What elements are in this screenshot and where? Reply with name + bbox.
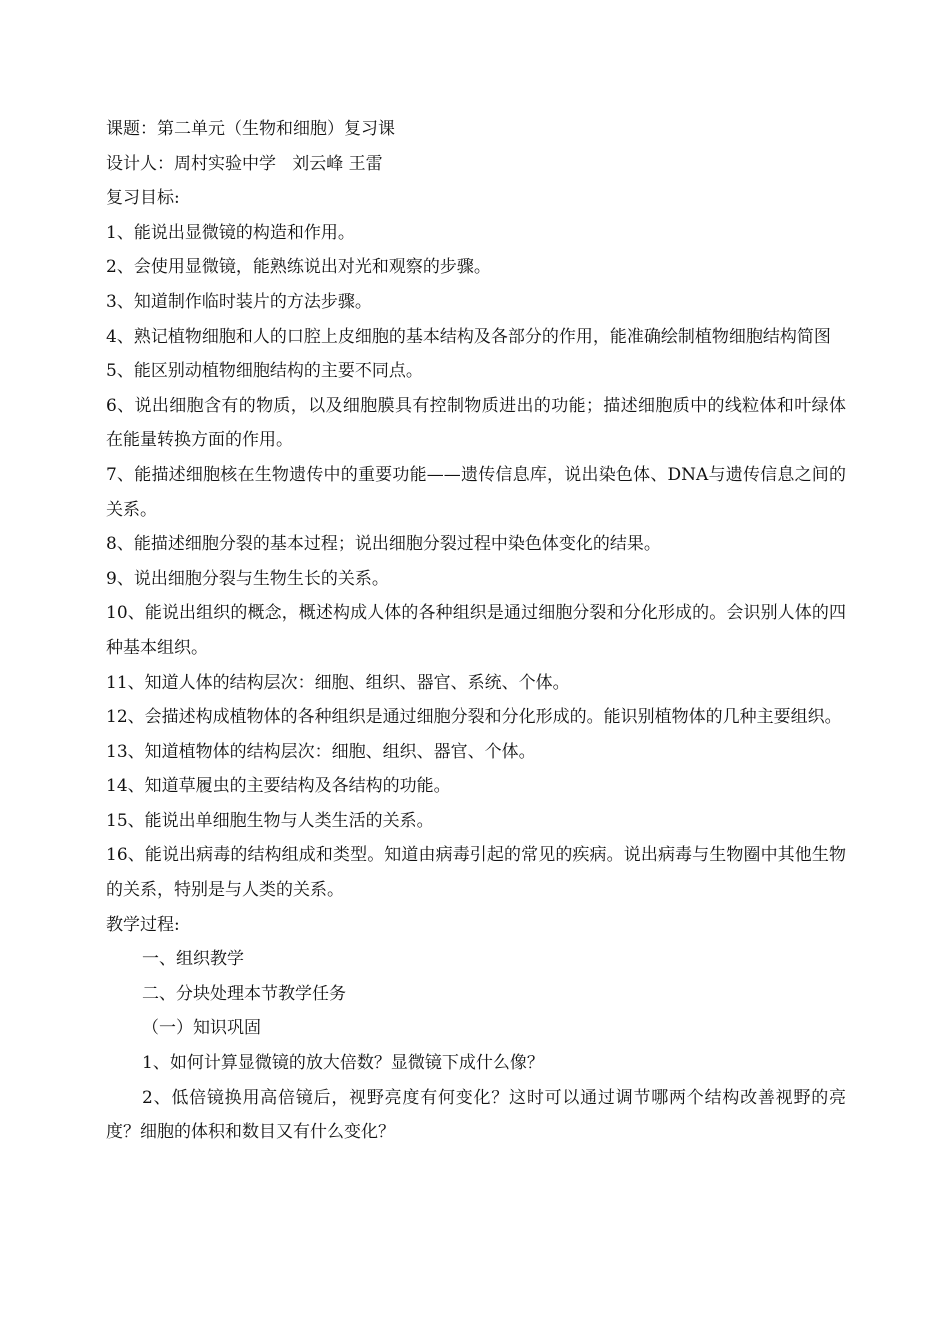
- objective-item: 11、知道人体的结构层次：细胞、组织、器官、系统、个体。: [106, 672, 570, 693]
- objectives-heading: 复习目标:: [106, 188, 180, 209]
- objective-item: 5、能区别动植物细胞结构的主要不同点。: [106, 361, 423, 382]
- objective-item: 16、能说出病毒的结构组成和类型。知道由病毒引起的常见的疾病。说出病毒与生物圈中其他生物的关系，特别是与人类的关系。: [106, 845, 846, 901]
- document-body: [106, 112, 846, 1150]
- objective-item: 2、会使用显微镜，能熟练说出对光和观察的步骤。: [106, 257, 491, 278]
- objective-item: 8、能描述细胞分裂的基本过程；说出细胞分裂过程中染色体变化的结果。: [106, 534, 661, 555]
- objective-item: 10、能说出组织的概念，概述构成人体的各种组织是通过细胞分裂和分化形成的。会识别人体的四种基本组织。: [106, 603, 846, 658]
- objective-item: 1、能说出显微镜的构造和作用。: [106, 222, 355, 243]
- objective-item: 4、熟记植物细胞和人的口腔上皮细胞的基本结构及各部分的作用，能准确绘制植物细胞结构简图: [106, 326, 831, 347]
- process-heading: 教学过程:: [106, 914, 180, 935]
- process-step: 一、组织教学: [142, 949, 244, 970]
- objective-item: 3、知道制作临时装片的方法步骤。: [106, 291, 372, 312]
- process-step: 二、分块处理本节教学任务: [142, 983, 346, 1004]
- objective-item: 7、能描述细胞核在生物遗传中的重要功能——遗传信息库，说出染色体、DNA与遗传信息之间的关系。: [106, 464, 846, 520]
- objective-item: 9、说出细胞分裂与生物生长的关系。: [106, 568, 389, 589]
- designer-line: 设计人：周村实验中学 刘云峰 王雷: [106, 153, 383, 174]
- process-subheading: （一）知识巩固: [142, 1018, 261, 1039]
- objective-item: 15、能说出单细胞生物与人类生活的关系。: [106, 810, 434, 831]
- process-question: 1、如何计算显微镜的放大倍数？显微镜下成什么像？: [142, 1053, 544, 1074]
- objective-item: 14、知道草履虫的主要结构及各结构的功能。: [106, 776, 451, 797]
- objective-item: 6、说出细胞含有的物质，以及细胞膜具有控制物质进出的功能；描述细胞质中的线粒体和叶绿体在能量转换方面的作用。: [106, 395, 846, 451]
- objective-item: 12、会描述构成植物体的各种组织是通过细胞分裂和分化形成的。能识别植物体的几种主要组织。: [106, 707, 842, 728]
- objective-item: 13、知道植物体的结构层次：细胞、组织、器官、个体。: [106, 741, 536, 762]
- lesson-title: 课题：第二单元（生物和细胞）复习课: [106, 119, 395, 139]
- process-question: 2、低倍镜换用高倍镜后，视野亮度有何变化？这时可以通过调节哪两个结构改善视野的亮度？细胞的体积和数目又有什么变化？: [106, 1087, 846, 1143]
